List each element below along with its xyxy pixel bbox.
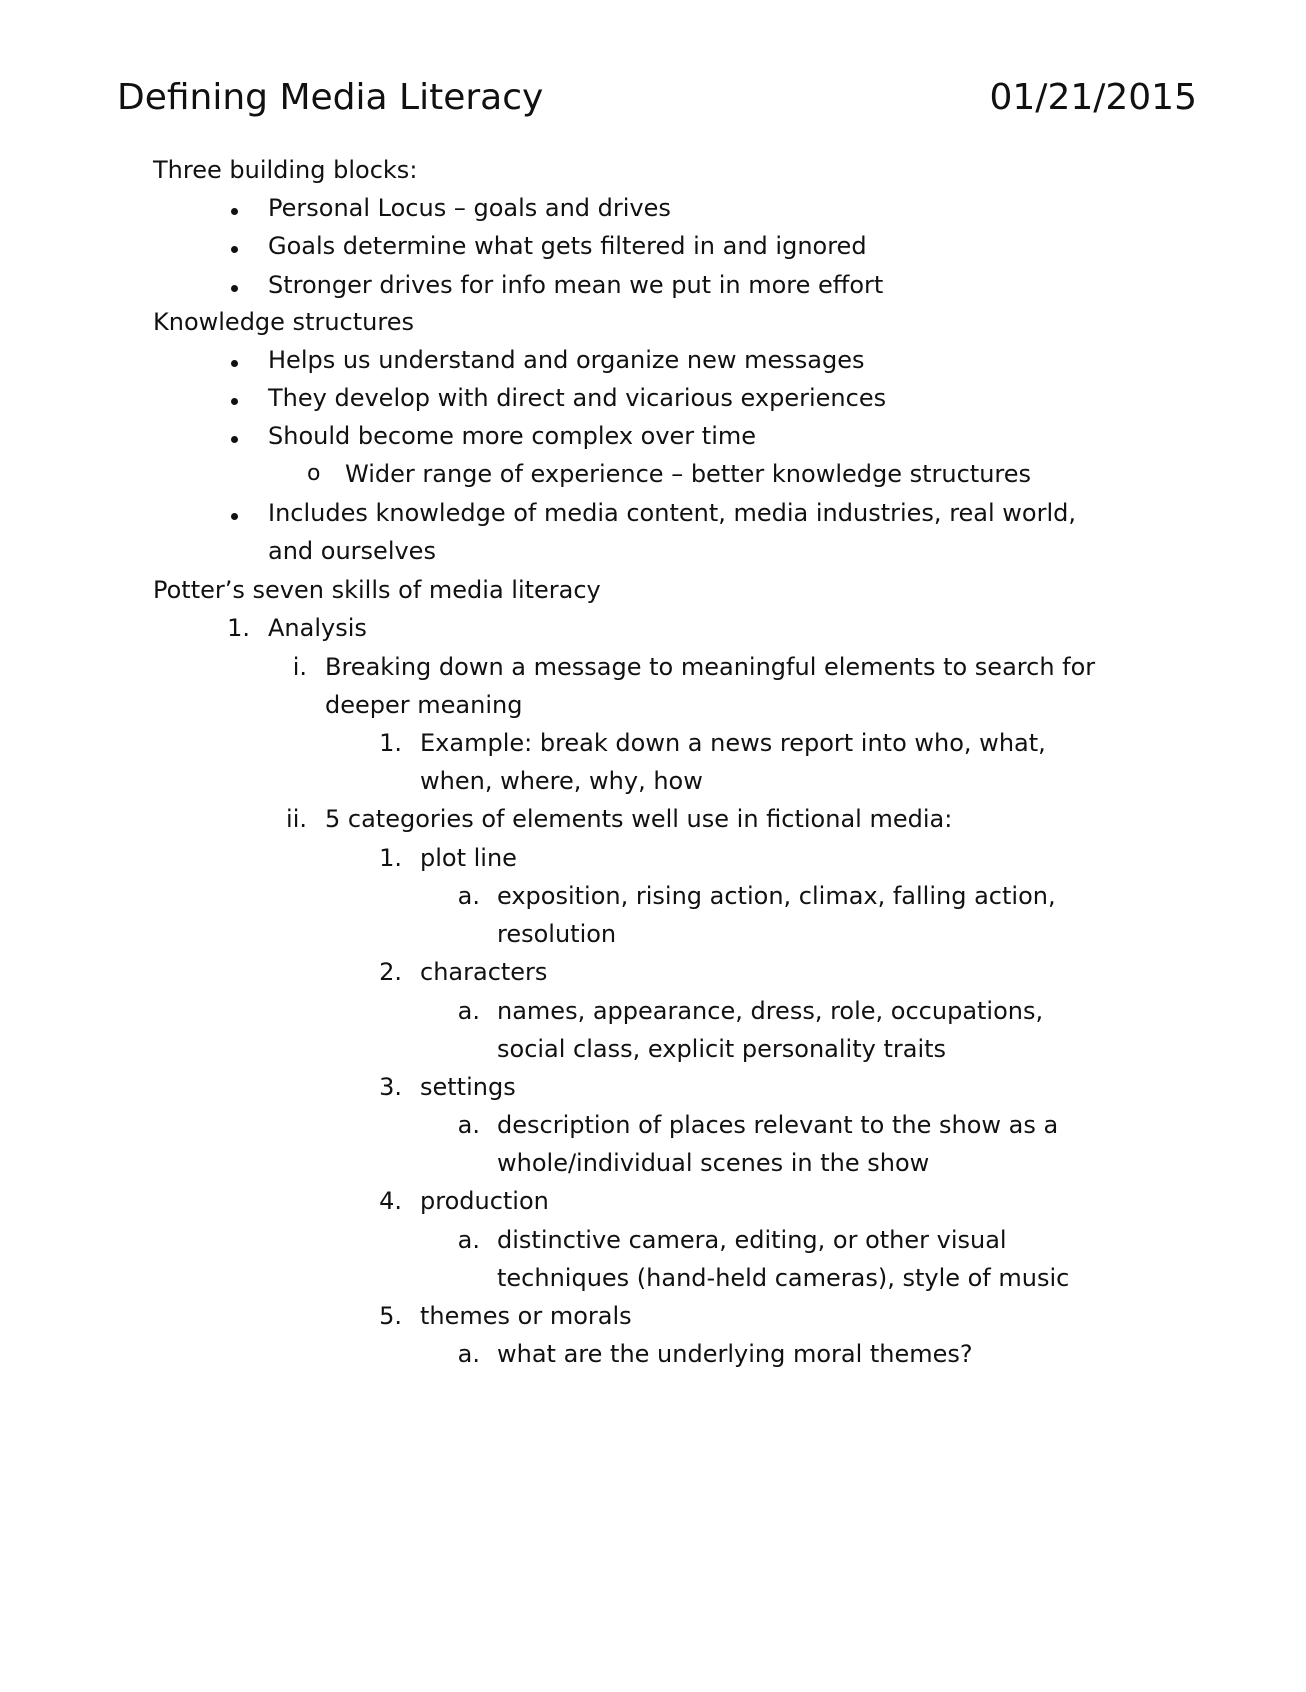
list-item: Goals determine what gets filtered in and ignored xyxy=(268,232,867,260)
title-row xyxy=(117,74,1197,130)
list-item: They develop with direct and vicarious experiences xyxy=(268,384,887,412)
list-item: production xyxy=(420,1187,549,1215)
roman-marker: i. xyxy=(292,653,307,681)
bullet-icon xyxy=(231,208,238,215)
section-heading-knowledge: Knowledge structures xyxy=(153,308,414,336)
sub-list-item: Wider range of experience – better knowledge structures xyxy=(345,460,1032,488)
sub-bullet-marker: o xyxy=(307,461,321,486)
bullet-icon xyxy=(231,436,238,443)
list-item: themes or morals xyxy=(420,1302,632,1330)
bullet-icon xyxy=(231,285,238,292)
list-number: 1. xyxy=(379,844,402,872)
list-item-continuation: whole/individual scenes in the show xyxy=(497,1149,930,1177)
bullet-icon xyxy=(231,246,238,253)
list-item: description of places relevant to the show as a xyxy=(497,1111,1059,1139)
bullet-icon xyxy=(231,513,238,520)
bullet-icon xyxy=(231,398,238,405)
section-heading-potter: Potter’s seven skills of media literacy xyxy=(153,576,601,604)
letter-marker: a. xyxy=(457,1111,480,1139)
page-date: 01/21/2015 xyxy=(989,77,1197,118)
list-item: Example: break down a news report into who, what, xyxy=(420,729,1046,757)
list-item: Should become more complex over time xyxy=(268,422,757,450)
list-number: 1. xyxy=(227,614,250,642)
list-item: 5 categories of elements well use in fictional media: xyxy=(325,805,953,833)
list-item: settings xyxy=(420,1073,516,1101)
list-number: 4. xyxy=(379,1187,402,1215)
bullet-icon xyxy=(231,360,238,367)
list-item: Analysis xyxy=(268,614,367,642)
section-heading-building-blocks: Three building blocks: xyxy=(153,156,418,184)
list-item: Breaking down a message to meaningful elements to search for xyxy=(325,653,1096,681)
list-item-continuation: social class, explicit personality traits xyxy=(497,1035,947,1063)
roman-marker: ii. xyxy=(286,805,307,833)
letter-marker: a. xyxy=(457,882,480,910)
list-item: Helps us understand and organize new messages xyxy=(268,346,865,374)
list-item-continuation: and ourselves xyxy=(268,537,436,565)
letter-marker: a. xyxy=(457,1226,480,1254)
list-item-continuation: resolution xyxy=(497,920,617,948)
list-item-continuation: deeper meaning xyxy=(325,691,523,719)
list-item: Includes knowledge of media content, media industries, real world, xyxy=(268,499,1077,527)
list-item: characters xyxy=(420,958,548,986)
letter-marker: a. xyxy=(457,1340,480,1368)
list-number: 5. xyxy=(379,1302,402,1330)
list-number: 2. xyxy=(379,958,402,986)
list-item: names, appearance, dress, role, occupations, xyxy=(497,997,1044,1025)
list-item: plot line xyxy=(420,844,517,872)
list-item-continuation: techniques (hand-held cameras), style of music xyxy=(497,1264,1070,1292)
list-number: 3. xyxy=(379,1073,402,1101)
letter-marker: a. xyxy=(457,997,480,1025)
list-item: exposition, rising action, climax, falling action, xyxy=(497,882,1056,910)
page-title: Defining Media Literacy xyxy=(117,77,544,118)
list-number: 1. xyxy=(379,729,402,757)
list-item: Stronger drives for info mean we put in more effort xyxy=(268,271,884,299)
list-item: what are the underlying moral themes? xyxy=(497,1340,973,1368)
list-item: distinctive camera, editing, or other visual xyxy=(497,1226,1007,1254)
list-item: Personal Locus – goals and drives xyxy=(268,194,671,222)
list-item-continuation: when, where, why, how xyxy=(420,767,703,795)
